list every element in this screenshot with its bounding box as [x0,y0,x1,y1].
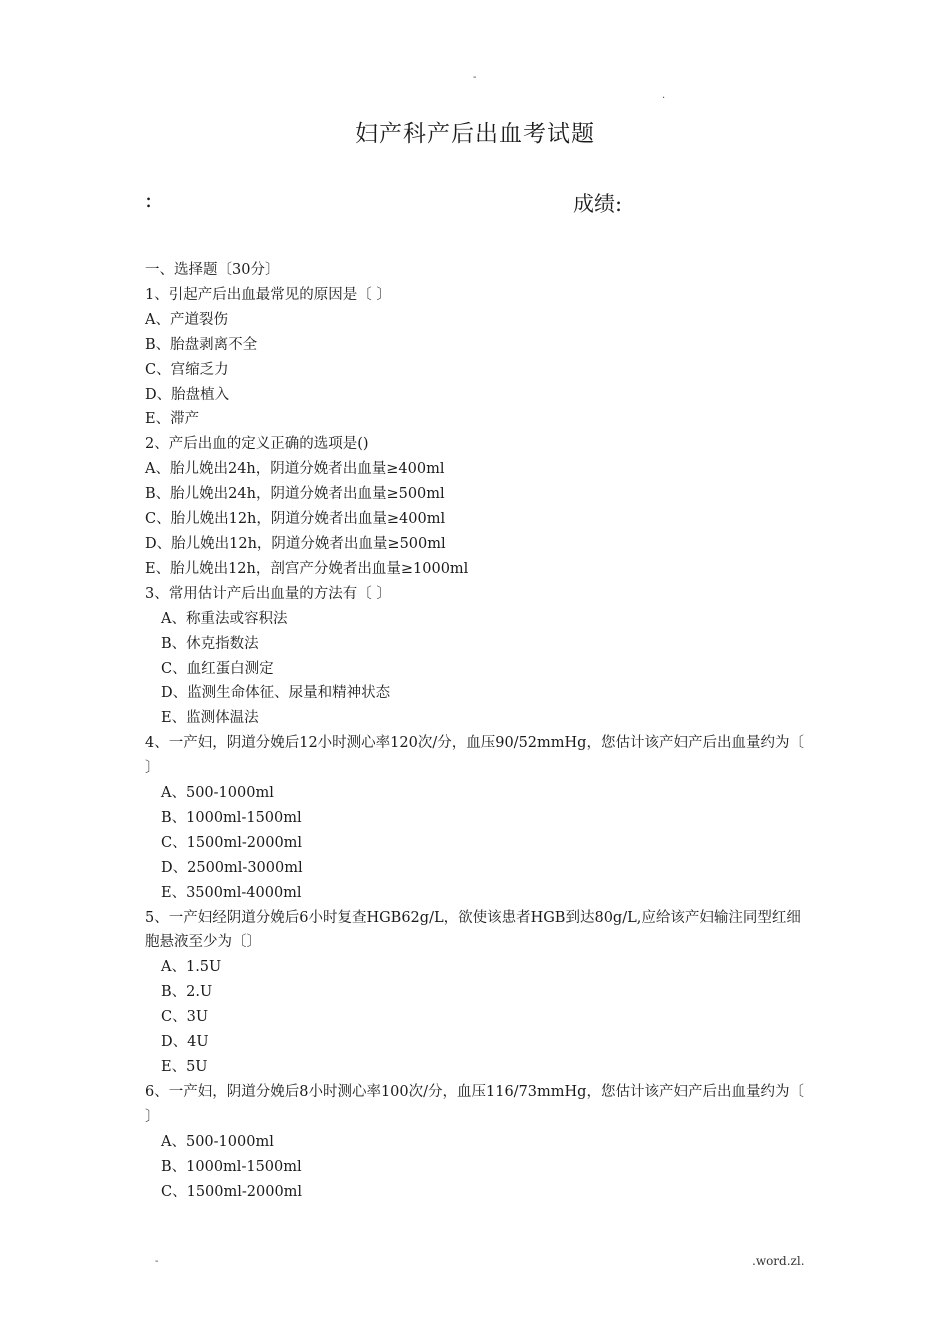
option-a: A、500-1000ml [161,1133,274,1150]
question-6 [145,1080,815,1205]
option-b: B、胎盘剥离不全 [145,336,258,353]
option-a: A、胎儿娩出24h，阴道分娩者出血量≥400ml [145,461,445,478]
option-c: C、1500ml-2000ml [161,834,303,851]
option-b: B、1000ml-1500ml [161,809,302,826]
option-c: C、胎儿娩出12h，阴道分娩者出血量≥400ml [145,511,446,528]
header-mark-left: - [473,72,477,83]
option-a: A、1.5U [161,959,222,976]
header-mark-right: . [662,90,666,101]
option-c: C、宫缩乏力 [145,361,229,378]
question-4 [145,731,815,905]
document-body [145,258,815,1204]
option-d: D、胎盘植入 [145,386,230,403]
option-e: E、3500ml-4000ml [161,884,302,901]
option-d: D、2500ml-3000ml [161,859,303,876]
question-stem: 4、一产妇，阴道分娩后12小时测心率120次/分，血压90/52mmHg，您估计该产妇产后出血量约为〔 〕 [145,735,804,777]
option-d: D、监测生命体征、尿量和精神状态 [161,685,391,702]
footer-mark-left: - [155,1256,159,1267]
question-stem: 6、一产妇，阴道分娩后8小时测心率100次/分，血压116/73mmHg，您估计该产妇产后出血量约为〔 〕 [145,1083,804,1125]
option-e: E、滞产 [145,411,200,428]
footer-watermark: .word.zl. [752,1254,805,1268]
page-title: 妇产科产后出血考试题 [355,121,595,147]
option-c: C、1500ml-2000ml [161,1183,303,1200]
option-e: E、5U [161,1059,208,1075]
option-c: C、血红蛋白测定 [161,660,274,677]
option-b: B、胎儿娩出24h，阴道分娩者出血量≥500ml [145,486,445,503]
question-stem: 5、一产妇经阴道分娩后6小时复查HGB62g/L，欲使该患者HGB到达80g/L,应给该产妇输注同型红细胞悬液至少为〔〕 [145,909,801,951]
section-heading: 一、选择题〔30分〕 [145,262,280,278]
question-stem: 2、产后出血的定义正确的选项是() [145,436,369,453]
option-e: E、胎儿娩出12h，剖宫产分娩者出血量≥1000ml [145,560,469,577]
question-3 [145,582,815,731]
question-stem: 3、常用估计产后出血量的方法有〔 〕 [145,585,391,602]
question-5 [145,906,815,1080]
option-b: B、2.U [161,984,213,1001]
option-c: C、3U [161,1009,209,1026]
option-d: D、4U [161,1034,209,1051]
name-label: : [145,188,153,212]
question-1 [145,283,815,432]
option-a: A、500-1000ml [161,785,274,802]
question-stem: 1、引起产后出血最常见的原因是〔 〕 [145,286,391,303]
option-b: B、1000ml-1500ml [161,1158,302,1175]
option-d: D、胎儿娩出12h，阴道分娩者出血量≥500ml [145,535,446,552]
option-b: B、休克指数法 [161,635,259,652]
score-label: 成绩: [573,192,623,216]
option-a: A、产道裂伤 [145,311,228,328]
option-e: E、监测体温法 [161,710,259,727]
option-a: A、称重法或容积法 [161,610,288,627]
question-2 [145,432,815,581]
